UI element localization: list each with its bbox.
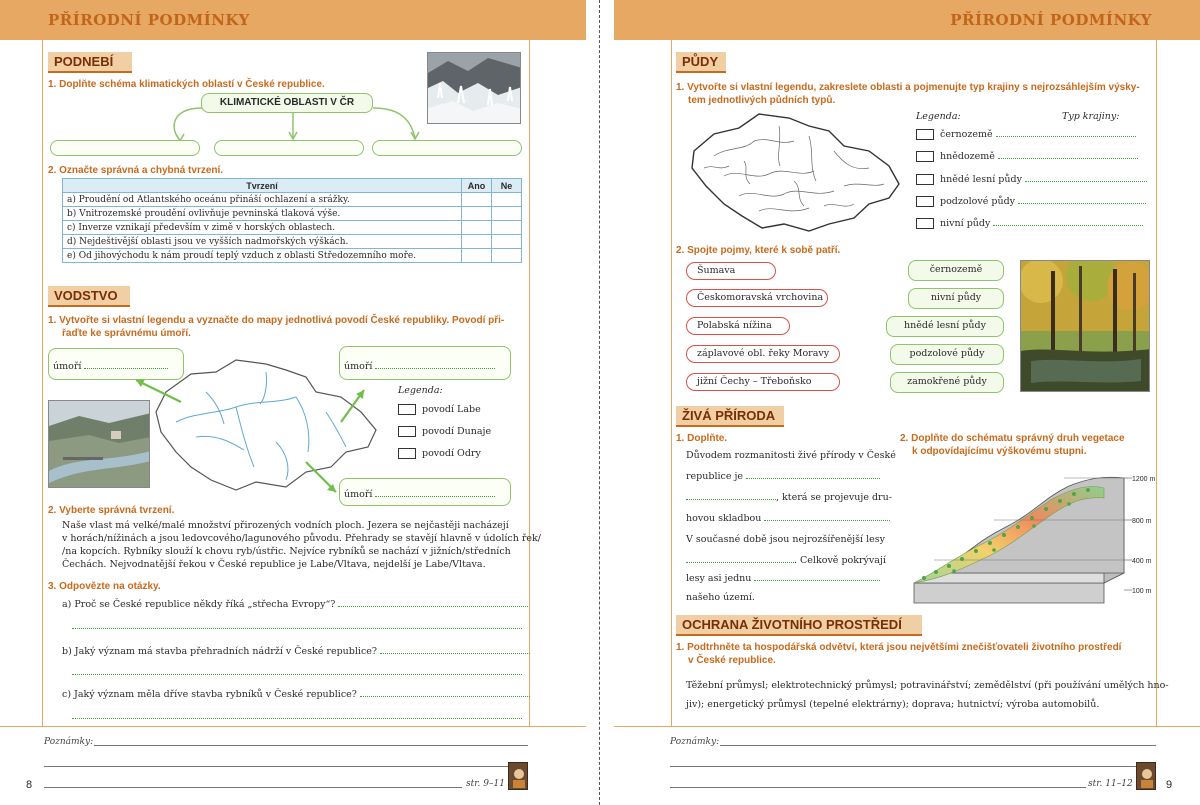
section-ochrana: OCHRANA ŽIVOTNÍHO PROSTŘEDÍ [676, 615, 922, 636]
footer-note-line[interactable] [44, 766, 528, 767]
vodstvo-q3: 3. Odpovězte na otázky. [48, 581, 161, 592]
top-band-right [614, 0, 1200, 40]
section-podnebi: PODNEBÍ [48, 52, 132, 73]
table-cell-no[interactable] [492, 207, 522, 221]
footer-note-line[interactable] [720, 745, 1156, 746]
footer-notes-label-right: Poznámky: [670, 737, 720, 747]
table-cell-statement: a) Proudění od Atlantského oceánu přináší ochlazení a srážky. [63, 193, 462, 207]
footer-note-line[interactable] [94, 745, 528, 746]
answer-line[interactable] [72, 674, 522, 675]
soil-map [684, 106, 904, 234]
table-cell-statement: b) Vnitrozemské proudění ovlivňuje pevninská tlaková výše. [63, 207, 462, 221]
table-cell-no[interactable] [492, 235, 522, 249]
altitude-label-400: 400 m [1132, 558, 1152, 565]
vodstvo-q2-line4: Čechách. Nejvodnatější řekou v České republice je Labe/Vltava, nejdelší je Labe/Vltava. [62, 559, 486, 570]
ziva-text-1: Důvodem rozmanitosti živé přírody v České [686, 450, 896, 461]
bottom-line-right [614, 726, 1200, 727]
match-left-2[interactable]: Českomoravská vrchovina [686, 289, 828, 307]
pudy-legend-podzolove: podzolové půdy [916, 195, 1146, 207]
match-left-5[interactable]: jižní Čechy – Třeboňsko [686, 373, 840, 391]
table-row [63, 221, 522, 235]
vodstvo-q1-line2: řaďte ke správnému úmoří. [62, 328, 191, 339]
legend-swatch[interactable] [398, 448, 416, 459]
table-cell-statement: e) Od jihovýchodu k nám proudí teplý vzduch z oblasti Středozemního moře. [63, 249, 462, 263]
frame-line-right-outer [1156, 40, 1157, 726]
pudy-legend-title: Legenda: [916, 111, 961, 122]
answer-line[interactable] [72, 718, 522, 719]
match-left-4[interactable]: záplavové obl. řeky Moravy [686, 345, 840, 363]
ochrana-text-line1[interactable]: Těžební průmysl; elektrotechnický průmysl; potravinářství; zemědělství (při používání umělých hno- [686, 680, 1169, 691]
ochrana-q1-line1: 1. Podtrhněte ta hospodářská odvětví, která jsou největšími znečišťovateli životního prostředí [676, 642, 1122, 653]
table-cell-statement: d) Nejdeštivější oblasti jsou ve vyšších nadmořských výškách. [63, 235, 462, 249]
book-cover-icon [1136, 762, 1156, 790]
podnebi-q2: 2. Označte správná a chybná tvrzení. [48, 165, 224, 176]
legend-swatch[interactable] [916, 129, 934, 140]
frame-line-right-inner [671, 40, 672, 726]
pudy-q1-line2: tem jednotlivých půdních typů. [688, 95, 836, 106]
ziva-text-6: . Celkově pokrývají [686, 554, 886, 567]
vodstvo-q1-line1: 1. Vytvořte si vlastní legendu a vyznačte do mapy jednotlivá povodí České republiky. Povodí při- [48, 315, 505, 326]
table-cell-yes[interactable] [462, 249, 492, 263]
ziva-q1: 1. Doplňte. [676, 433, 728, 444]
table-cell-yes[interactable] [462, 193, 492, 207]
table-row [63, 235, 522, 249]
scheme-answer-box-2[interactable] [214, 140, 364, 156]
pudy-legend-nivni: nivní půdy [916, 217, 1143, 229]
pudy-typ-title: Typ krajiny: [1062, 111, 1120, 122]
frame-line-left-outer [42, 40, 43, 726]
ziva-q2-line1: 2. Doplňte do schématu správný druh vegetace [900, 433, 1125, 444]
vodstvo-q2-line1: Naše vlast má velké/malé množství přirozených vodních ploch. Jezera se nejčastěji nacházejí [62, 520, 509, 531]
ochrana-q1-line2: v České republice. [688, 655, 776, 666]
match-left-1[interactable]: Šumava [686, 262, 776, 280]
table-cell-yes[interactable] [462, 207, 492, 221]
table-cell-no[interactable] [492, 193, 522, 207]
footer-note-line[interactable] [44, 787, 462, 788]
table-cell-no[interactable] [492, 249, 522, 263]
scheme-answer-box-1[interactable] [50, 140, 200, 156]
footer-note-line[interactable] [670, 787, 1086, 788]
footer-notes-label-left: Poznámky: [44, 737, 94, 747]
scheme-title-box: KLIMATICKÉ OBLASTI V ČR [201, 93, 373, 113]
ziva-text-2: republice je [686, 470, 880, 483]
scheme-arrows [150, 100, 430, 145]
top-band-left [0, 0, 586, 40]
rivers-map [136, 352, 384, 502]
ziva-text-5: V současné době jsou nejrozšířenější lesy [686, 534, 885, 545]
ziva-text-8: našeho území. [686, 592, 755, 603]
umori-label-1: úmoří [53, 360, 168, 373]
chapter-title-left: PŘÍRODNÍ PODMÍNKY [48, 11, 250, 29]
vodstvo-q2: 2. Vyberte správná tvrzení. [48, 505, 175, 516]
section-ziva-priroda: ŽIVÁ PŘÍRODA [676, 406, 784, 427]
page-ref-left: str. 9–11 [466, 779, 505, 789]
ochrana-text-line2[interactable]: jiv); energetický průmysl (tepelné elektrárny); doprava; hutnictví; výroba automobilů. [686, 699, 1100, 710]
vodstvo-q2-line2: v horách/nížinách a jsou ledovcového/lagunového původu. Přehrady se stavějí hlavně v údolích řek/ [62, 533, 542, 544]
altitude-label-800: 800 m [1132, 518, 1152, 525]
page-fold-line [599, 0, 600, 805]
match-right-1[interactable]: černozemě [908, 260, 1004, 281]
book-cover-icon [508, 762, 528, 790]
section-pudy: PŮDY [676, 52, 726, 73]
chapter-title-right: PŘÍRODNÍ PODMÍNKY [950, 11, 1152, 29]
section-vodstvo: VODSTVO [48, 286, 130, 307]
page-left [0, 0, 586, 805]
table-row [63, 249, 522, 263]
legend-swatch[interactable] [916, 174, 934, 185]
legend-swatch[interactable] [916, 151, 934, 162]
match-left-3[interactable]: Polabská nížina [686, 317, 790, 335]
footer-note-line[interactable] [670, 766, 1156, 767]
page-right [614, 0, 1200, 805]
umori-label-3: úmoří [344, 488, 495, 501]
vegetation-altitude-diagram [894, 458, 1139, 606]
table-row [63, 193, 522, 207]
ziva-text-3: , která se projevuje dru- [686, 491, 892, 504]
photo-forest-pond [1020, 260, 1150, 392]
table-cell-yes[interactable] [462, 235, 492, 249]
table-head-statement: Tvrzení [63, 179, 462, 193]
vodstvo-q3a: a) Proč se České republice někdy říká „střecha Evropy“? [62, 598, 528, 611]
vodstvo-legend-odra: povodí Odry [398, 448, 481, 459]
ziva-text-4: hovou skladbou [686, 512, 890, 525]
vodstvo-q2-line3: /na kopcích. Rybníky slouží k chovu ryb/ústřic. Nejvíce rybníků se nachází v jižních/středních [62, 546, 511, 557]
pudy-legend-cernozeme: černozemě [916, 128, 1136, 140]
match-right-2[interactable]: nivní půdy [908, 288, 1004, 309]
statements-table [62, 178, 522, 263]
match-right-3[interactable]: hnědé lesní půdy [886, 316, 1004, 337]
table-head-no: Ne [492, 179, 522, 193]
vodstvo-legend-title: Legenda: [398, 385, 443, 396]
vodstvo-legend-dunaj: povodí Dunaje [398, 426, 491, 437]
table-row [63, 207, 522, 221]
bottom-line-left [0, 726, 586, 727]
legend-swatch[interactable] [916, 218, 934, 229]
page-ref-right: str. 11–12 [1088, 779, 1133, 789]
scheme-answer-box-3[interactable] [372, 140, 522, 156]
umori-label-2: úmoří [344, 360, 495, 373]
table-cell-statement: c) Inverze vznikají především v zimě v horských oblastech. [63, 221, 462, 235]
pudy-q2: 2. Spojte pojmy, které k sobě patří. [676, 245, 841, 256]
frame-line-left-inner [529, 40, 530, 726]
altitude-label-100: 100 m [1132, 588, 1152, 595]
vodstvo-q3b: b) Jaký význam má stavba přehradních nádrží v České republice? [62, 645, 530, 658]
pudy-legend-hnede-lesni: hnědé lesní půdy [916, 173, 1147, 185]
legend-swatch[interactable] [916, 196, 934, 207]
legend-swatch[interactable] [398, 426, 416, 437]
podnebi-q1: 1. Doplňte schéma klimatických oblastí v České republice. [48, 79, 325, 90]
table-cell-no[interactable] [492, 221, 522, 235]
vodstvo-q3c: c) Jaký význam měla dříve stavba rybníků v České republice? [62, 688, 530, 701]
ziva-text-7: lesy asi jednu [686, 572, 880, 585]
table-head-yes: Ano [462, 179, 492, 193]
pudy-q1-line1: 1. Vytvořte si vlastní legendu, zakreslete oblasti a pojmenujte typ krajiny s nejrozsáhlejším výsky- [676, 82, 1140, 93]
photo-frost-landscape [427, 52, 521, 124]
match-right-5[interactable]: zamokřené půdy [890, 372, 1004, 393]
legend-swatch[interactable] [398, 404, 416, 415]
table-cell-yes[interactable] [462, 221, 492, 235]
photo-river-valley [48, 400, 150, 488]
pudy-legend-hnedozeme: hnědozemě [916, 150, 1138, 162]
answer-line[interactable] [72, 628, 522, 629]
page-number-left: 8 [26, 779, 33, 791]
altitude-label-1200: 1200 m [1132, 476, 1156, 483]
page-number-right: 9 [1166, 779, 1173, 791]
vodstvo-legend-labe: povodí Labe [398, 404, 481, 415]
match-right-4[interactable]: podzolové půdy [890, 344, 1004, 365]
ziva-q2-line2: k odpovídajícímu výškovému stupni. [912, 446, 1087, 457]
